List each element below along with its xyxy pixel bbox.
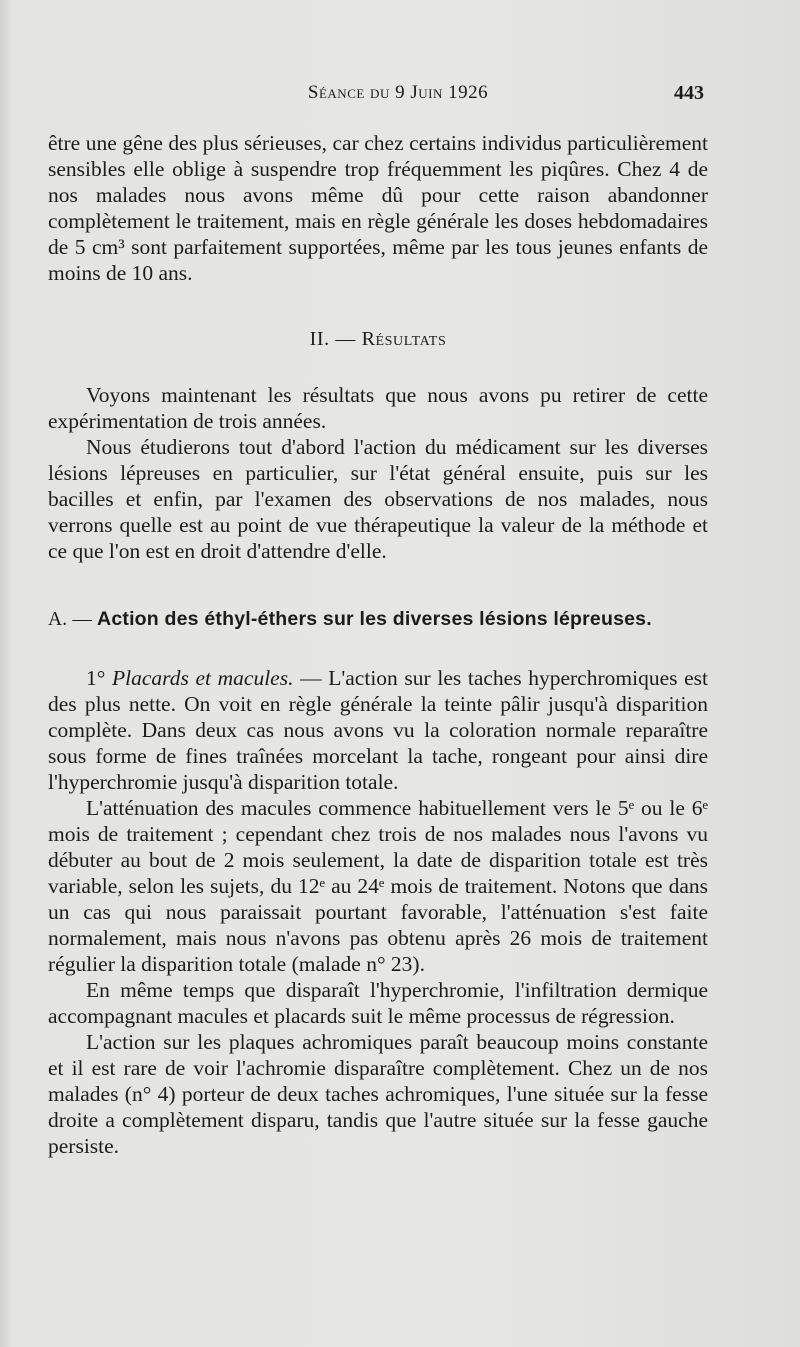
paragraph — [48, 665, 708, 795]
paragraph: En même temps que disparaît l'hyperchromie, l'infiltration dermique accompagnant macules et placards suit le même processus de régression. — [48, 978, 708, 1028]
page-header — [0, 82, 800, 112]
section-title: Résultats — [361, 328, 447, 350]
page-number: 443 — [674, 82, 704, 104]
runin-heading: Placards et macules. — [112, 666, 294, 690]
running-head: Séance du 9 Juin 1926 — [307, 82, 489, 103]
paragraph: Voyons maintenant les résultats que nous avons pu retirer de cette expérimentation de trois années. — [48, 383, 708, 433]
section-heading — [48, 326, 708, 352]
paragraph: L'atténuation des macules commence habituellement vers le 5ᵉ ou le 6ᵉ mois de traitement ; cependant chez trois de nos malades nous l'avons vu débuter au bout de 2 mois seulement, la date de disparition totale est très variable, selon les sujets, du 12ᵉ au 24ᵉ mois de traitement. Notons que dans un cas qui nous paraissait pourtant favorable, l'atténuation s'est faite normalement, mais nous n'avons pas obtenu après 26 mois de traitement régulier la disparition totale (malade n° 23). — [48, 796, 708, 976]
subsection-title: Action des éthyl-éthers sur les diverses lésions lépreuses. — [97, 608, 652, 630]
paragraph: L'action sur les plaques achromiques paraît beaucoup moins constante et il est rare de voir l'achromie disparaître complètement. Chez un de nos malades (n° 4) porteur de deux taches achromiques, l'une située sur la fesse droite a complètement disparu, tandis que l'autre située sur la fesse gauche persiste. — [48, 1030, 708, 1158]
paragraph-continuation: être une gêne des plus sérieuses, car chez certains individus particulièrement sensibles elle oblige à suspendre trop fréquemment les piqûres. Chez 4 de nos malades nous avons même dû pour cette raison abandonner complètement le traitement, mais en règle générale les doses hebdomadaires de 5 cm³ sont parfaitement supportées, même par les tous jeunes enfants de moins de 10 ans. — [48, 131, 708, 285]
subsection-letter: A. — — [48, 609, 93, 630]
body-text — [48, 130, 708, 1159]
item-number: 1° — [86, 666, 106, 690]
subsection-heading — [48, 606, 708, 633]
paragraph-text: — L'action sur les taches hyperchromiques est des plus nette. On voit en règle générale la teinte pâlir jusqu'à disparition complète. Dans deux cas nous avons vu la coloration normale reparaître sous forme de fines traînées morcelant la tache, rongeant pour ainsi dire l'hyperchromie jusqu'à disparition totale. — [48, 666, 709, 794]
section-number: II. — — [309, 328, 356, 350]
paragraph: Nous étudierons tout d'abord l'action du médicament sur les diverses lésions lépreuses en particulier, sur l'état général ensuite, puis sur les bacilles et enfin, par l'examen des observations de nos malades, nous verrons quelle est au point de vue thérapeutique la valeur de la méthode et ce que l'on est en droit d'attendre d'elle. — [48, 435, 708, 563]
